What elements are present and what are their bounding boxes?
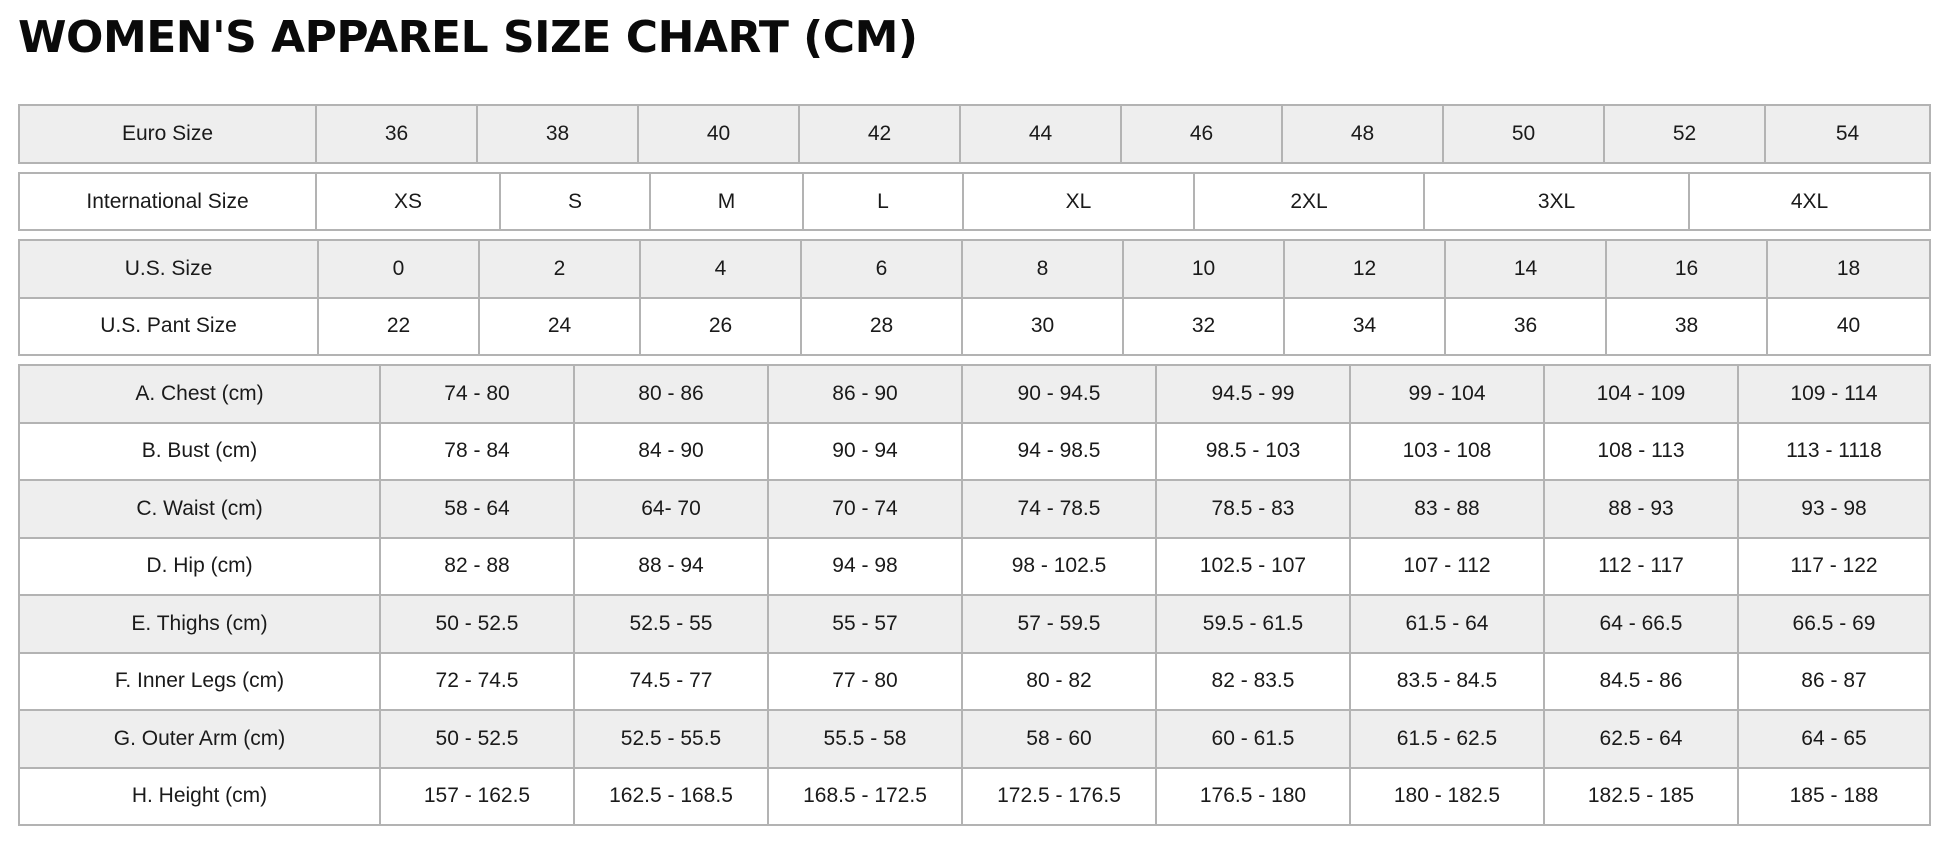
- measurement-cell: 58 - 60: [962, 710, 1156, 768]
- us-size-cell: 18: [1767, 240, 1930, 298]
- us-size-cell: 0: [318, 240, 479, 298]
- measurement-cell: 83.5 - 84.5: [1350, 653, 1544, 711]
- international-size-cell: XL: [963, 173, 1194, 230]
- measurement-cell: 90 - 94: [768, 423, 962, 481]
- international-size-cell: M: [650, 173, 803, 230]
- measurement-cell: 52.5 - 55: [574, 595, 768, 653]
- measurement-cell: 93 - 98: [1738, 480, 1930, 538]
- international-size-cell: 2XL: [1194, 173, 1424, 230]
- measurement-cell: 112 - 117: [1544, 538, 1738, 596]
- measurement-row-inner-legs: [19, 653, 1930, 711]
- measurement-label: C. Waist (cm): [19, 480, 380, 538]
- measurement-cell: 98.5 - 103: [1156, 423, 1350, 481]
- measurement-cell: 50 - 52.5: [380, 595, 574, 653]
- measurement-cell: 109 - 114: [1738, 365, 1930, 423]
- measurement-label: B. Bust (cm): [19, 423, 380, 481]
- measurement-cell: 58 - 64: [380, 480, 574, 538]
- measurement-row-height: [19, 768, 1930, 826]
- measurement-cell: 55 - 57: [768, 595, 962, 653]
- measurement-cell: 61.5 - 62.5: [1350, 710, 1544, 768]
- us-size-label: U.S. Size: [19, 240, 318, 298]
- measurement-cell: 59.5 - 61.5: [1156, 595, 1350, 653]
- euro-size-cell: 44: [960, 105, 1121, 163]
- measurement-cell: 185 - 188: [1738, 768, 1930, 826]
- international-size-cell: S: [500, 173, 650, 230]
- us-pant-size-cell: 24: [479, 298, 640, 356]
- measurement-cell: 82 - 88: [380, 538, 574, 596]
- us-size-cell: 12: [1284, 240, 1445, 298]
- us-size-cell: 16: [1606, 240, 1767, 298]
- euro-size-cell: 42: [799, 105, 960, 163]
- measurement-cell: 88 - 93: [1544, 480, 1738, 538]
- measurement-label: G. Outer Arm (cm): [19, 710, 380, 768]
- measurement-cell: 172.5 - 176.5: [962, 768, 1156, 826]
- us-size-cell: 2: [479, 240, 640, 298]
- measurement-cell: 83 - 88: [1350, 480, 1544, 538]
- measurement-cell: 61.5 - 64: [1350, 595, 1544, 653]
- euro-size-cell: 48: [1282, 105, 1443, 163]
- measurements-table: [18, 364, 1931, 826]
- measurement-cell: 94 - 98.5: [962, 423, 1156, 481]
- measurement-row-thighs: [19, 595, 1930, 653]
- measurement-cell: 86 - 90: [768, 365, 962, 423]
- measurement-cell: 57 - 59.5: [962, 595, 1156, 653]
- measurement-cell: 74 - 78.5: [962, 480, 1156, 538]
- measurement-cell: 99 - 104: [1350, 365, 1544, 423]
- measurement-row-chest: [19, 365, 1930, 423]
- euro-size-table: [18, 104, 1931, 164]
- measurement-label: E. Thighs (cm): [19, 595, 380, 653]
- us-pant-size-cell: 36: [1445, 298, 1606, 356]
- measurement-cell: 176.5 - 180: [1156, 768, 1350, 826]
- measurement-cell: 80 - 82: [962, 653, 1156, 711]
- measurement-cell: 55.5 - 58: [768, 710, 962, 768]
- measurement-cell: 78.5 - 83: [1156, 480, 1350, 538]
- measurement-cell: 62.5 - 64: [1544, 710, 1738, 768]
- euro-size-cell: 46: [1121, 105, 1282, 163]
- measurement-cell: 86 - 87: [1738, 653, 1930, 711]
- measurement-cell: 98 - 102.5: [962, 538, 1156, 596]
- measurement-cell: 60 - 61.5: [1156, 710, 1350, 768]
- measurement-cell: 77 - 80: [768, 653, 962, 711]
- us-pant-size-row: [19, 298, 1930, 356]
- euro-size-cell: 38: [477, 105, 638, 163]
- measurement-cell: 162.5 - 168.5: [574, 768, 768, 826]
- us-pant-size-cell: 28: [801, 298, 962, 356]
- measurement-cell: 64 - 66.5: [1544, 595, 1738, 653]
- us-size-cell: 6: [801, 240, 962, 298]
- measurement-cell: 66.5 - 69: [1738, 595, 1930, 653]
- measurement-cell: 90 - 94.5: [962, 365, 1156, 423]
- euro-size-cell: 52: [1604, 105, 1765, 163]
- measurement-cell: 64- 70: [574, 480, 768, 538]
- page-title: WOMEN'S APPAREL SIZE CHART (CM): [18, 12, 918, 63]
- measurement-cell: 84 - 90: [574, 423, 768, 481]
- measurement-cell: 113 - 1118: [1738, 423, 1930, 481]
- us-pant-size-cell: 32: [1123, 298, 1284, 356]
- measurement-cell: 74 - 80: [380, 365, 574, 423]
- euro-size-cell: 36: [316, 105, 477, 163]
- international-size-cell: L: [803, 173, 963, 230]
- measurement-cell: 72 - 74.5: [380, 653, 574, 711]
- measurement-row-outer-arm: [19, 710, 1930, 768]
- international-size-label: International Size: [19, 173, 316, 230]
- international-size-table: [18, 172, 1931, 231]
- measurement-cell: 108 - 113: [1544, 423, 1738, 481]
- measurement-cell: 182.5 - 185: [1544, 768, 1738, 826]
- us-pant-size-cell: 22: [318, 298, 479, 356]
- us-size-cell: 10: [1123, 240, 1284, 298]
- us-size-cell: 14: [1445, 240, 1606, 298]
- measurement-label: F. Inner Legs (cm): [19, 653, 380, 711]
- measurement-row-bust: [19, 423, 1930, 481]
- measurement-cell: 88 - 94: [574, 538, 768, 596]
- us-pant-size-cell: 38: [1606, 298, 1767, 356]
- measurement-label: H. Height (cm): [19, 768, 380, 826]
- measurement-cell: 103 - 108: [1350, 423, 1544, 481]
- measurement-cell: 64 - 65: [1738, 710, 1930, 768]
- us-pant-size-cell: 26: [640, 298, 801, 356]
- measurement-label: A. Chest (cm): [19, 365, 380, 423]
- measurement-cell: 70 - 74: [768, 480, 962, 538]
- measurement-cell: 168.5 - 172.5: [768, 768, 962, 826]
- measurement-cell: 157 - 162.5: [380, 768, 574, 826]
- us-pant-size-label: U.S. Pant Size: [19, 298, 318, 356]
- us-size-row: [19, 240, 1930, 298]
- measurement-cell: 94 - 98: [768, 538, 962, 596]
- international-size-cell: XS: [316, 173, 500, 230]
- measurement-cell: 117 - 122: [1738, 538, 1930, 596]
- measurement-cell: 82 - 83.5: [1156, 653, 1350, 711]
- measurement-cell: 180 - 182.5: [1350, 768, 1544, 826]
- international-size-cell: 3XL: [1424, 173, 1689, 230]
- us-pant-size-cell: 34: [1284, 298, 1445, 356]
- international-size-cell: 4XL: [1689, 173, 1930, 230]
- measurement-row-waist: [19, 480, 1930, 538]
- euro-size-label: Euro Size: [19, 105, 316, 163]
- measurement-cell: 52.5 - 55.5: [574, 710, 768, 768]
- measurement-cell: 102.5 - 107: [1156, 538, 1350, 596]
- measurement-cell: 104 - 109: [1544, 365, 1738, 423]
- measurement-cell: 50 - 52.5: [380, 710, 574, 768]
- measurement-cell: 80 - 86: [574, 365, 768, 423]
- measurement-cell: 74.5 - 77: [574, 653, 768, 711]
- measurement-label: D. Hip (cm): [19, 538, 380, 596]
- us-pant-size-cell: 40: [1767, 298, 1930, 356]
- euro-size-row: [19, 105, 1930, 163]
- euro-size-cell: 40: [638, 105, 799, 163]
- us-size-cell: 4: [640, 240, 801, 298]
- us-pant-size-cell: 30: [962, 298, 1123, 356]
- measurement-row-hip: [19, 538, 1930, 596]
- measurement-cell: 78 - 84: [380, 423, 574, 481]
- measurement-cell: 107 - 112: [1350, 538, 1544, 596]
- us-size-cell: 8: [962, 240, 1123, 298]
- measurement-cell: 94.5 - 99: [1156, 365, 1350, 423]
- euro-size-cell: 50: [1443, 105, 1604, 163]
- international-size-row: [19, 173, 1930, 230]
- measurement-cell: 84.5 - 86: [1544, 653, 1738, 711]
- us-size-table: [18, 239, 1931, 356]
- euro-size-cell: 54: [1765, 105, 1930, 163]
